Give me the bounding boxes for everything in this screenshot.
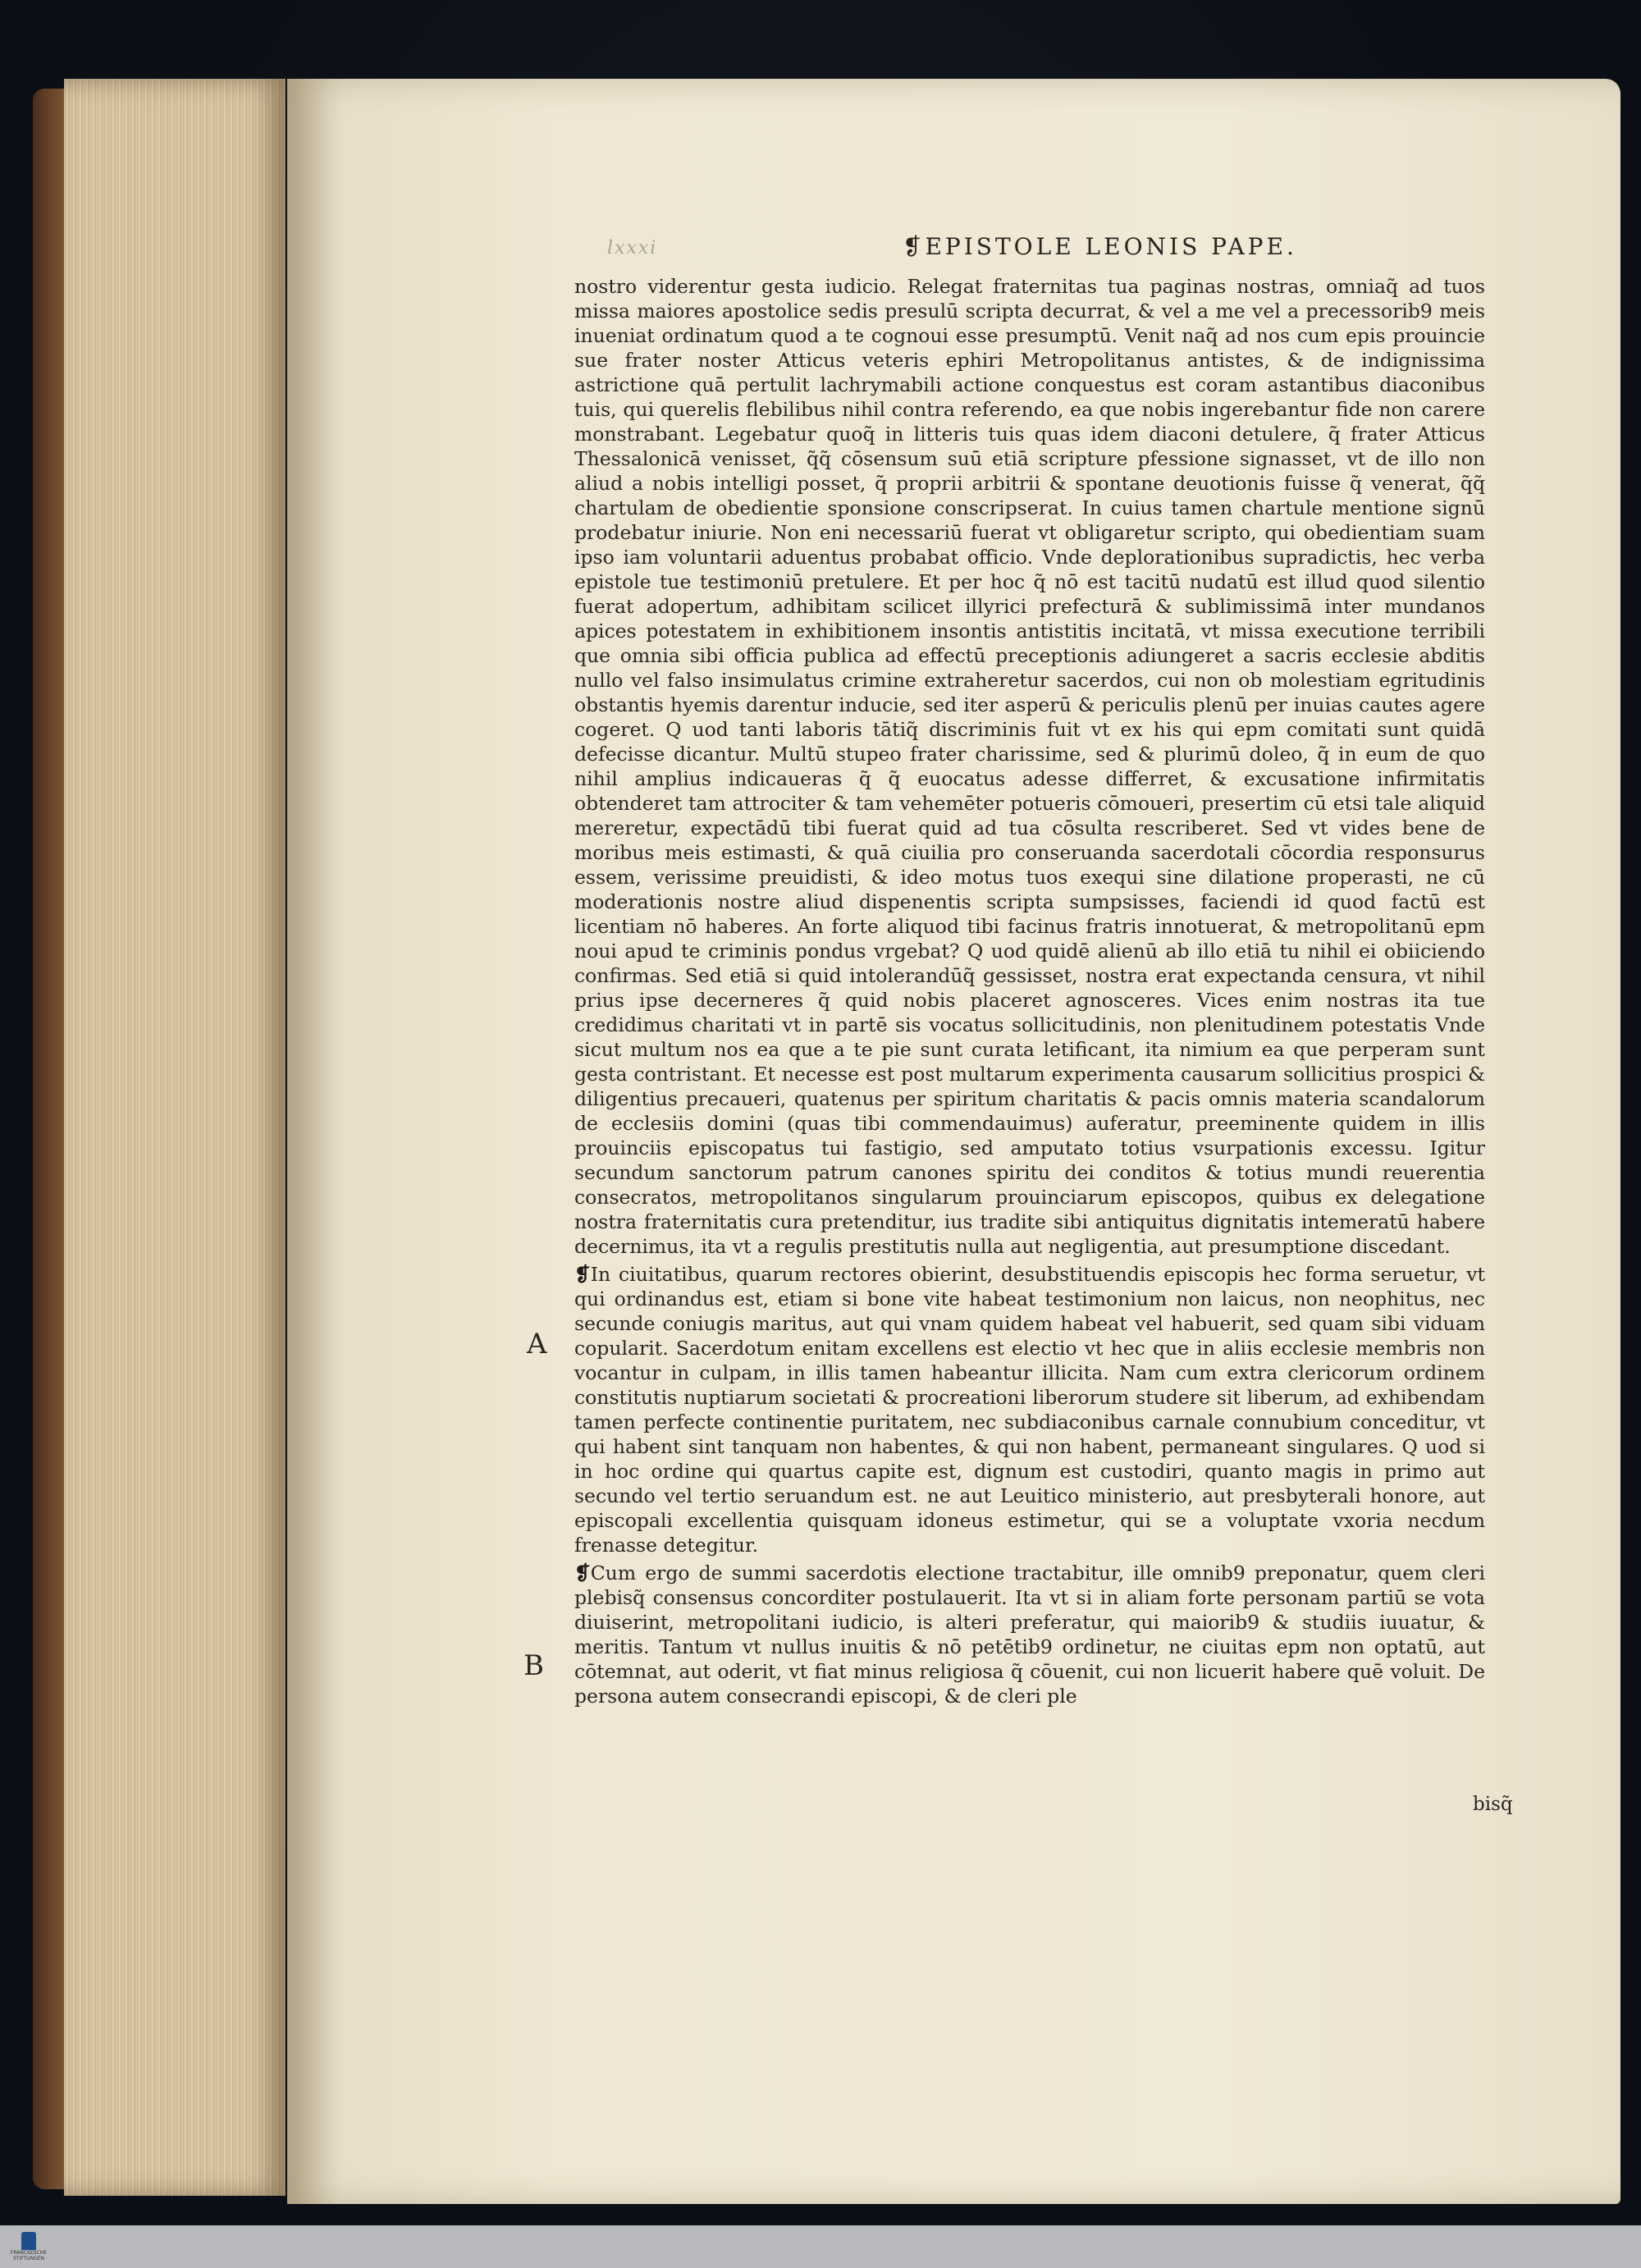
- folio-mark: lxxxi: [607, 238, 658, 258]
- paragraph-2-text: In ciuitatibus, quarum rectores obierint, desubstituendis episcopis hec forma seruetur, vt qui ordinandus est, etiam si bone vite habeat testimonium non laicus, non neophitus, nec secunde coniugis maritus, aut qui vnam quidem habeat vel habuerit, sed quam sibi viduam copularit. Sacerdotum enitam excellens est electio vt hec que in aliis ecclesie membris non vocantur in culpam, in illis tamen habeantur illicita. Nam cum extra clericorum ordinem constitutis nuptiarum societati & procreationi liberorum studere sit liberum, ad exhibendam tamen perfecte continentie puritatem, nec subdiaconibus carnale connubium conceditur, vt qui habent sint tanquam non habentes, & qui non habent, permaneant singulares. Q uod si in hoc ordine qui quartus capite est, dignum est custodiri, quanto magis in primo aut secundo vel tertio seruandum est. ne aut Leuitico ministerio, aut presbyterali honore, aut episcopali excellentia quisquam idoneus estimetur, qui se a voluptate vxoria necdum frenasse detegitur.: [574, 1263, 1485, 1557]
- text-block: [574, 274, 1485, 1708]
- page-block-fore-edge: [64, 79, 286, 2196]
- margin-letter-b: B: [523, 1649, 544, 1682]
- footer-bar: [0, 2225, 1641, 2268]
- logo-caption: FRANCKESCHE STIFTUNGEN: [10, 2250, 48, 2261]
- paragraph-3-text: Cum ergo de summi sacerdotis electione tractabitur, ille omnib9 preponatur, quem cleri plebisq̃ consensus concorditer postulauerit. Ita vt si in aliam forte personam partiū se vota diuiserint, metropolitani iudicio, is alteri preferatur, qui maiorib9 & studiis iuuatur, & meritis. Tantum vt nullus inuitis & nō petētib9 ordinetur, ne ciuitas epm non optatū, aut cōtemnat, aut oderit, vt fiat minus religiosa q̃ cōuenit, cui non licuerit habere quē voluit. De persona autem consecrandi episcopi, & de cleri ple: [574, 1562, 1485, 1708]
- logo-mark-icon: [21, 2232, 36, 2250]
- paragraph-3: [574, 1561, 1485, 1708]
- margin-letter-a: A: [527, 1328, 547, 1360]
- paragraph-1: nostro viderentur gesta iudicio. Relegat fraternitas tua paginas nostras, omniaq̃ ad tuos missa maiores apostolice sedis presulū scripta decurrat, & vel a me vel a precessorib9 meis inueniat ordinatum quod a te cognoui esse presumptū. Venit naq̃ ad nos cum epis prouincie sue frater noster Atticus veteris ephiri Metropolitanus antistes, & de indignissima astrictione quā pertulit lachrymabili actione conquestus est coram astantibus diaconibus tuis, qui querelis flebilibus nihil contra referendo, ea que nobis ingerebantur fide non carere monstrabant. Legebatur quoq̃ in litteris tuis quas idem diaconi detulere, q̃ frater Atticus Thessalonicā venisset, q̃q̃ cōsensum suū etiā scripture pfessione signasset, vt de illo non aliud a nobis intelligi posset, q̃ proprii arbitrii & spontane deuotionis fuisse q̃ venerat, q̃q̃ chartulam de obedientie sponsione conscripserat. In cuius tamen chartule mentione signū prodebatur iniurie. Non eni necessariū fuerat vt obligaretur scripto, qui obedientiam suam ipso iam voluntarii aduentus probabat officio. Vnde deplorationibus supradictis, hec verba epistole tue testimoniū pretulere. Et per hoc q̃ nō est tacitū nudatū est illud quod silentio fuerat adopertum, adhibitam scilicet illyrici prefecturā & sublimissimā inter mundanos apices potestatem in exhibitionem insontis antistitis incitatā, vt missa executione terribili que omnia sibi officia publica ad effectū preceptionis adiungeret a sacris ecclesie abditis nullo vel falso insimulatus crimine extraheretur sacerdos, cui non ob molestiam egritudinis obstantis hyemis darentur inducie, sed iter asperū & periculis plenū per inuias cautes agere cogeret. Q uod tanti laboris tātiq̃ discriminis fuit vt ex his qui epm comitati sunt quidā defecisse dicantur. Multū stupeo frater charissime, sed & plurimū doleo, q̃ in eum de quo nihil amplius indicaueras q̃ q̃ euocatus adesse differret, & excusatione infirmitatis obtenderet tam attrociter & tam vehemēter potueris cōmoueri, presertim cū etsi tale aliquid mereretur, expectādū tibi fuerat quid ad tua cōsulta rescriberet. Sed vt vides bene de moribus meis estimasti, & quā ciuilia pro conseruanda sacerdotali cōcordia responsurus essem, verissime preuidisti, & ideo motus tuos exequi sine dilatione properasti, ne cū moderationis nostre aliud dispenentis scripta sumpsisses, faciendi id quod factū est licentiam nō haberes. An forte aliquod tibi facinus fratris innotuerat, & metropolitanū epm noui apud te criminis pondus vrgebat? Q uod quidē alienū ab illo etiā tu nihil ei obiiciendo confirmas. Sed etiā si quid intolerandūq̃ gessisset, nostra erat expectanda censura, vt nihil prius ipse decerneres q̃ quid nobis placeret agnosceres. Vices enim nostras ita tue credidimus charitati vt in partē sis vocatus sollicitudinis, non plenitudinem potestatis Vnde sicut multum nos ea que a te pie sunt curata letificant, ita nimium ea que perperam sunt gesta contristant. Et necesse est post multarum experimenta causarum sollicitius prospici & diligentius precaueri, quatenus per spiritum charitatis & pacis omnis materia scandalorum de ecclesiis domini (quas tibi commendauimus) auferatur, preeminente quidem in illis prouinciis episcopatus tui fastigio, sed amputato totius vsurpationis excessu. Igitur secundum sanctorum patrum canones spiritu dei conditos & totius mundi reuerentia consecratos, metropolitanos singularum prouinciarum episcopos, quibus ex delegatione nostra fraternitatis cura pretenditur, ius tradite sibi antiquitus dignitatis intemeratū habere decernimus, ita vt a regulis prestitutis nulla aut negligentia, aut presumptione discedant.: [574, 275, 1485, 1258]
- running-head: ❡EPISTOLE LEONIS PAPE.: [903, 233, 1297, 260]
- institution-logo: [11, 2230, 46, 2263]
- catchword: bisq̃: [1473, 1794, 1513, 1815]
- pilcrow-icon: ❡: [574, 1263, 591, 1286]
- paragraph-2: [574, 1262, 1485, 1557]
- pilcrow-icon: ❡: [574, 1562, 591, 1584]
